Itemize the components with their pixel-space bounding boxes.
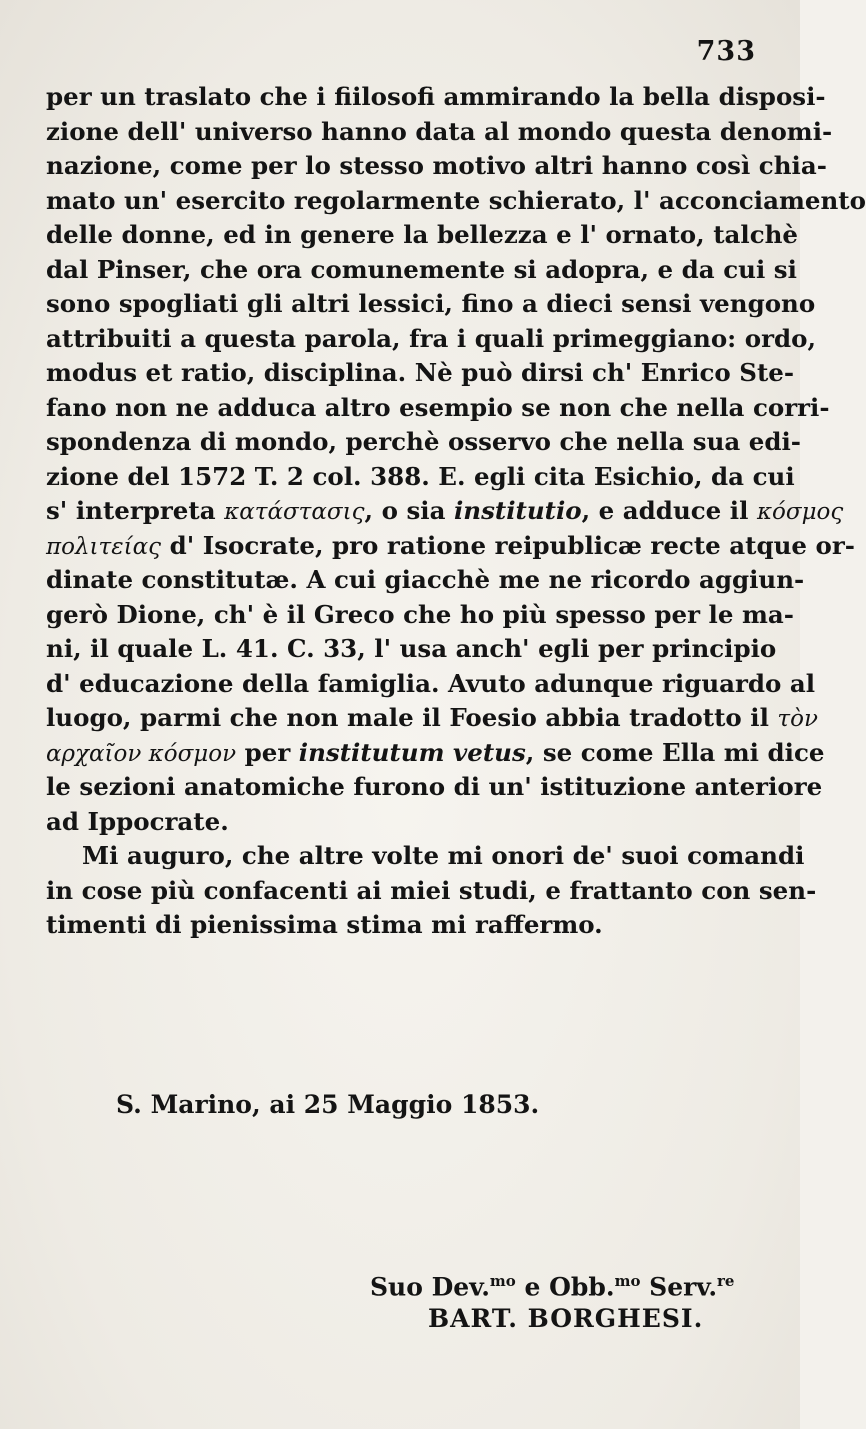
- text-line: attribuiti a questa parola, fra i quali primeggiano: ordo,: [46, 323, 817, 353]
- greek-phrase: αρχαῖον κόσμον: [46, 740, 237, 767]
- superscript: mo: [489, 1272, 516, 1290]
- text-line: spondenza di mondo, perchè osservo che nella sua edi-: [46, 427, 801, 456]
- dateline: S. Marino, ai 25 Maggio 1853.: [116, 1090, 540, 1119]
- letter-body: [46, 80, 866, 943]
- text-run: , se come Ella mi dice: [525, 737, 825, 767]
- text-line-mixed: [46, 494, 844, 529]
- greek-word: κόσμος: [756, 499, 844, 525]
- text-line: d' educazione della famiglia. Avuto adunque riguardo al: [46, 668, 816, 698]
- text-line: ad Ippocrate.: [46, 806, 229, 836]
- text-line: sono spogliati gli altri lessici, fino a dieci sensi vengono: [46, 289, 816, 318]
- greek-word: κατάστασις: [224, 499, 365, 525]
- text-line: timenti di pienissima stima mi raffermo.: [46, 910, 603, 939]
- text-line: le sezioni anatomiche furono di un' istituzione anteriore: [46, 772, 823, 801]
- text-line: Mi auguro, che altre volte mi onori de' suoi comandi: [82, 841, 805, 870]
- closing-text: Serv.: [640, 1272, 718, 1302]
- page-number: 733: [696, 36, 756, 67]
- text-run: per: [236, 737, 299, 767]
- superscript: mo: [614, 1272, 641, 1290]
- greek-word: πολιτείας: [46, 533, 162, 560]
- closing-text: e Obb.: [515, 1272, 615, 1302]
- text-line: gerò Dione, ch' è il Greco che ho più spesso per le ma-: [46, 599, 794, 629]
- text-line: dal Pinser, che ora comunemente si adopra, e da cui si: [46, 254, 797, 284]
- text-run: , e adduce il: [581, 496, 757, 525]
- text-run: d' Isocrate, pro ratione reipublicæ recte atque or-: [161, 530, 855, 560]
- text-line: modus et ratio, disciplina. Nè può dirsi ch' Enrico Ste-: [46, 358, 795, 387]
- text-line-mixed: [46, 736, 825, 771]
- latin-term: institutio: [453, 496, 582, 525]
- text-run: , o sia: [364, 496, 454, 525]
- text-line: zione del 1572 T. 2 col. 388. E. egli cita Esichio, da cui: [46, 461, 795, 491]
- text-run: s' interpreta: [46, 496, 225, 525]
- text-line: dinate constitutæ. A cui giacchè me ne ricordo aggiun-: [46, 565, 805, 594]
- closing-formula: [370, 1258, 734, 1310]
- text-line: ni, il quale L. 41. C. 33, l' usa anch' egli per principio: [46, 634, 777, 663]
- text-line: nazione, come per lo stesso motivo altri hanno così chia-: [46, 151, 827, 180]
- text-line-mixed: [46, 529, 855, 564]
- text-line: mato un' esercito regolarmente schierato, l' acconciamento: [46, 185, 866, 215]
- superscript: re: [717, 1272, 735, 1290]
- text-line-mixed: [46, 701, 818, 736]
- greek-word: τὸν: [777, 706, 818, 732]
- text-line: per un traslato che i fiilosofi ammirando la bella disposi-: [46, 82, 826, 111]
- text-line: fano non ne adduca altro esempio se non che nella corri-: [46, 392, 830, 422]
- text-line: in cose più confacenti ai miei studi, e frattanto con sen-: [46, 875, 817, 905]
- closing-text: Suo Dev.: [370, 1272, 490, 1302]
- text-run: luogo, parmi che non male il Foesio abbia tradotto il: [46, 703, 778, 732]
- signature: BART. BORGHESI.: [428, 1304, 704, 1333]
- text-line: zione dell' universo hanno data al mondo questa denomi-: [46, 116, 833, 146]
- latin-term: institutum vetus: [298, 737, 526, 767]
- text-line: delle donne, ed in genere la bellezza e l' ornato, talchè: [46, 220, 799, 249]
